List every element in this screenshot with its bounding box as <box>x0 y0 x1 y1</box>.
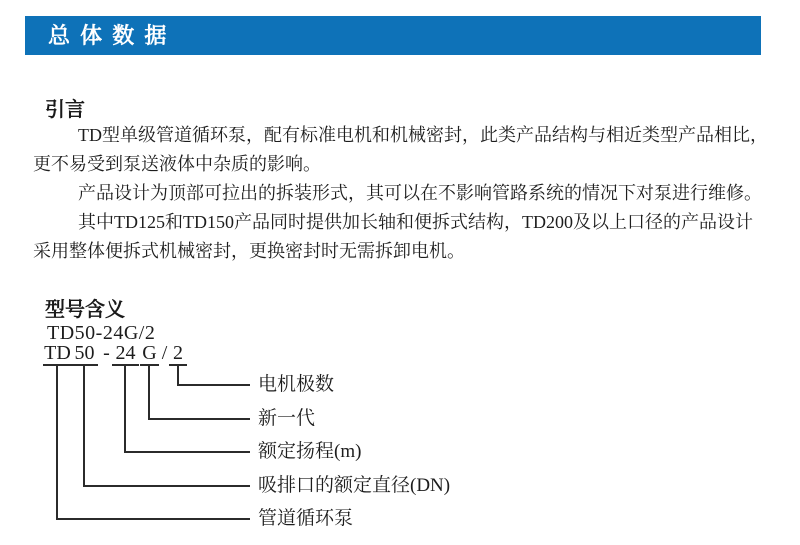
connector-line-horizontal-G <box>148 418 250 420</box>
connector-line-vertical-24 <box>124 366 126 453</box>
model-part-2: 2 <box>169 343 187 366</box>
model-part-50: 50 <box>71 343 98 366</box>
intro-heading: 引言 <box>45 99 85 121</box>
connector-line-horizontal-TD <box>56 518 250 520</box>
connector-line-horizontal-2 <box>177 384 250 386</box>
model-part-label-motor-poles: 电机极数 <box>258 374 335 395</box>
intro-paragraph-line: 其中TD125和TD150产品同时提供加长轴和便拆式结构，TD200及以上口径的产品设计 <box>78 212 753 232</box>
connector-line-vertical-G <box>148 366 150 420</box>
connector-line-vertical-2 <box>177 366 179 386</box>
intro-paragraph-line: 产品设计为顶部可拉出的拆装形式，其可以在不影响管路系统的情况下对泵进行维修。 <box>78 183 762 203</box>
intro-paragraph-line: TD型单级管道循环泵，配有标准电机和机械密封，此类产品结构与相近类型产品相比， <box>78 125 768 145</box>
connector-line-horizontal-50 <box>83 485 250 487</box>
model-heading: 型号含义 <box>45 299 125 321</box>
model-part-label-new-gen: 新一代 <box>258 408 316 429</box>
intro-paragraphs <box>33 121 778 266</box>
model-part-label-rated-head: 额定扬程(m) <box>258 441 362 462</box>
page-title: 总 体 数 据 <box>48 23 169 48</box>
model-part-slash: / <box>161 342 168 364</box>
connector-line-horizontal-24 <box>124 451 250 453</box>
model-part-label-rated-dn: 吸排口的额定直径(DN) <box>258 475 451 496</box>
model-part-TD: TD <box>44 342 71 364</box>
intro-paragraph-line: 采用整体便拆式机械密封，更换密封时无需拆卸电机。 <box>33 241 465 261</box>
model-part-label-pipeline-pump: 管道循环泵 <box>258 508 354 529</box>
section-header-bar <box>25 16 761 55</box>
connector-line-vertical-TD <box>56 366 58 520</box>
model-example-code: TD50-24G/2 <box>47 322 156 344</box>
connector-line-vertical-50 <box>83 366 85 487</box>
model-part-dash: - <box>103 342 110 364</box>
intro-paragraph-line: 更不易受到泵送液体中杂质的影响。 <box>33 154 321 174</box>
model-part-G: G <box>140 343 159 366</box>
model-part-24: 24 <box>112 343 139 366</box>
